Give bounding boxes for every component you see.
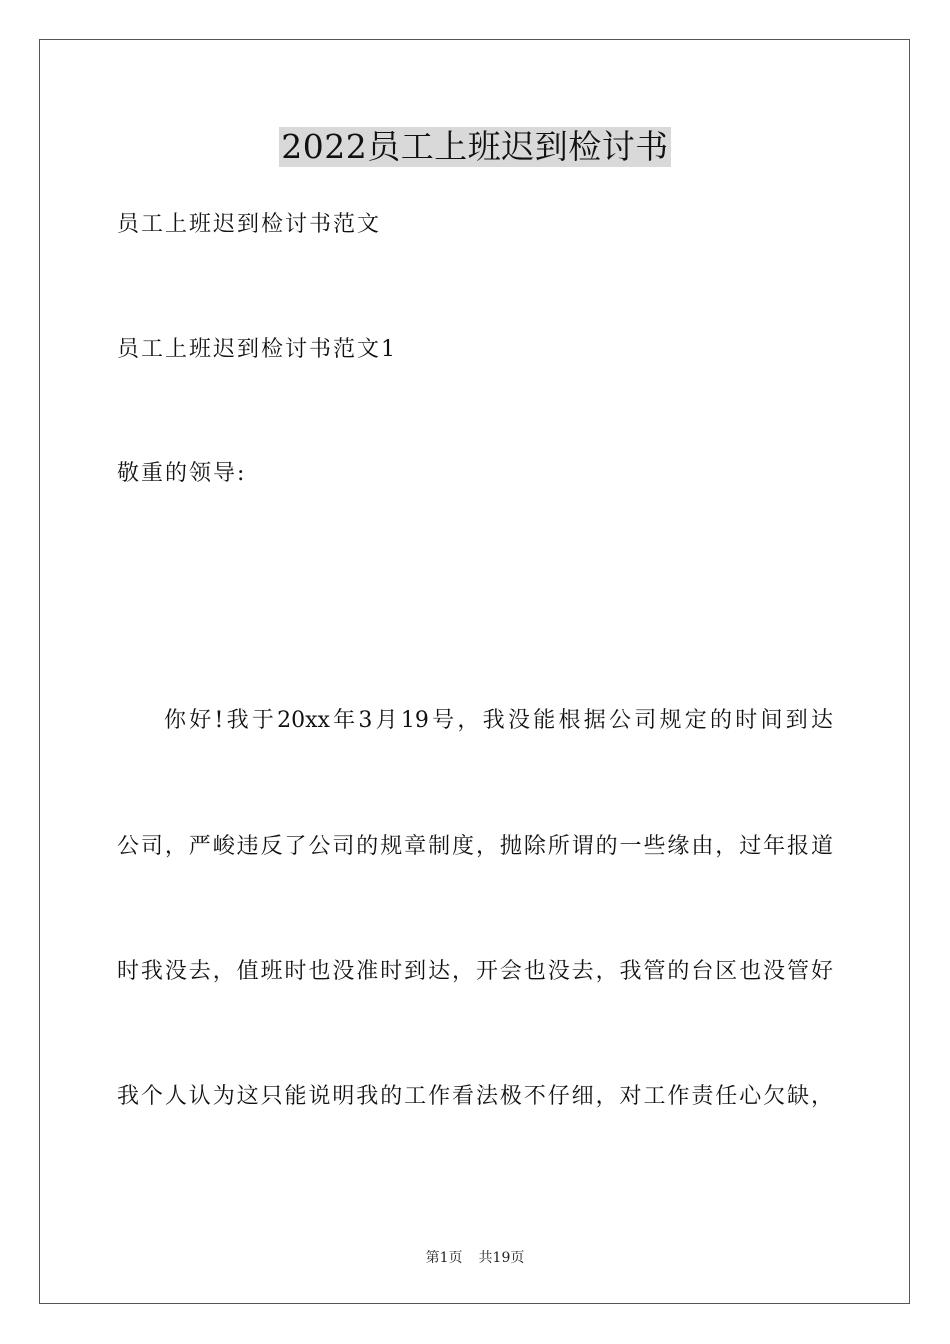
body-line: 时我没去，值班时也没准时到达，开会也没去，我管的台区也没管好 <box>117 959 833 984</box>
body-line: 你好!我于20xx年3月19号，我没能根据公司规定的时间到达 <box>164 708 833 733</box>
document-title: 2022员工上班迟到检讨书 <box>281 127 669 166</box>
body-line: 我个人认为这只能说明我的工作看法极不仔细，对工作责任心欠缺， <box>117 1084 833 1109</box>
page-number: 第1页 <box>425 1250 463 1266</box>
paragraph-salutation: 敬重的领导: <box>117 461 247 486</box>
page-total: 共19页 <box>478 1250 525 1266</box>
page-footer <box>0 1247 950 1267</box>
body-line: 公司，严峻违反了公司的规章制度，抛除所谓的一些缘由，过年报道 <box>117 834 833 859</box>
paragraph-subtitle: 员工上班迟到检讨书范文 <box>117 212 382 237</box>
paragraph-heading: 员工上班迟到检讨书范文1 <box>117 337 397 362</box>
title-container <box>0 127 950 167</box>
